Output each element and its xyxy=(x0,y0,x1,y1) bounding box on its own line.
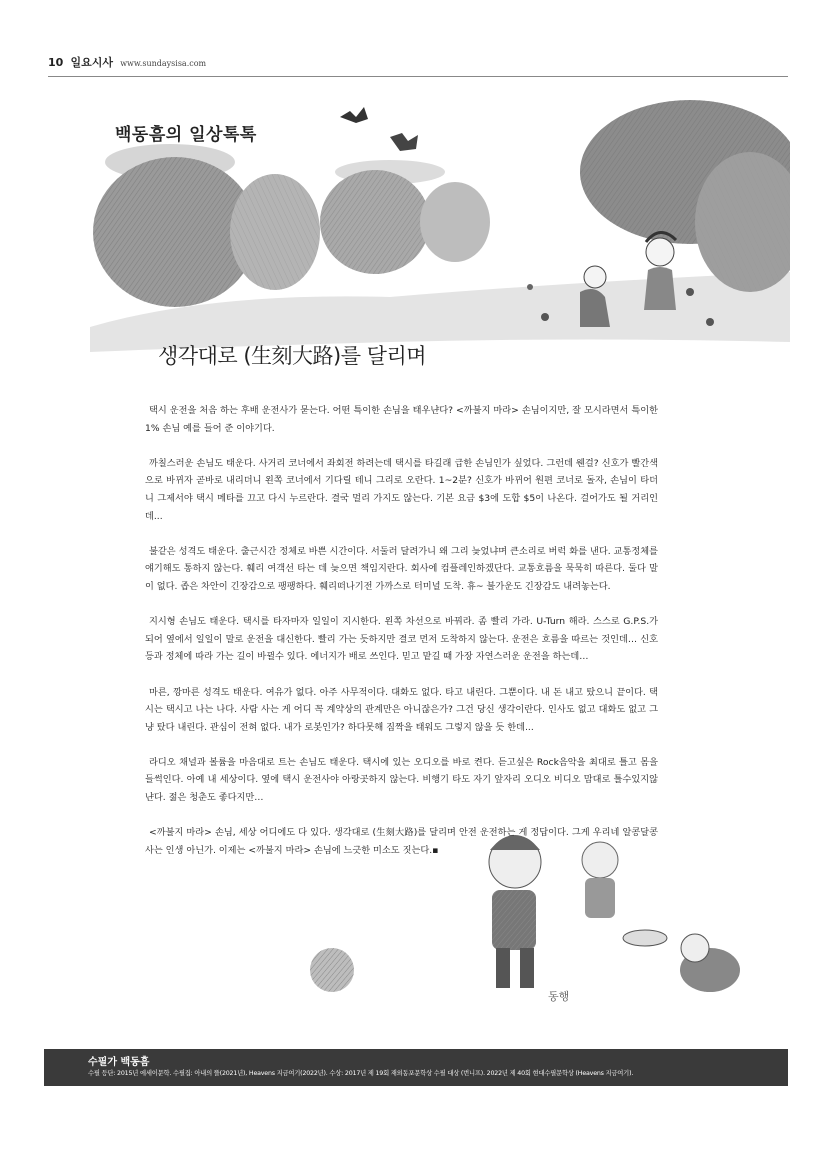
page-number: 10 xyxy=(48,56,64,69)
paragraph-2: 까칠스러운 손님도 태운다. 사거리 코너에서 좌회전 하려는데 택시를 타길래 급한 손님인가 싶었다. 그런데 웬걸? 신호가 빨간색으로 바뀌자 곧바로 내리더니 왼쪽 코너에서 기다릴 테니 그리로 오란다. 1~2분? 신호가 바뀌어 원편 코너로 돌자, 손님이 타더니 그제서야 택시 메타를 끄고 다시 누르란다. 결국 멀리 가지도 않는다. 기본 요금 $3에 도합 $5이 나온다. 걸어가도 될 거리인데... xyxy=(145,457,658,522)
author-box xyxy=(44,1049,788,1086)
author-name: 수필가 백동흠 xyxy=(88,1057,150,1068)
paragraph-3: 불같은 성격도 태운다. 출근시간 정체로 바쁜 시간이다. 서둘러 달려가니 왜 그리 늦었냐며 큰소리로 버럭 화를 낸다. 교통정체를 얘기해도 통하지 않는다. 훼리 여객선 타는 데 늦으면 책임지란다. 회사에 컴플레인하겠단다. 교통흐름을 묵묵히 따른다. 둘다 말이 없다. 좁은 차안이 긴장감으로 팽팽하다. 훼리떠나기전 가까스로 터미널 도착. 휴~ 불가운도 긴장감도 내려놓는다. xyxy=(145,545,658,592)
page-header xyxy=(48,54,788,77)
article-body xyxy=(145,402,658,859)
paragraph-5: 마른, 깡마른 성격도 태운다. 여유가 없다. 아주 사무적이다. 대화도 없다. 타고 내린다. 그뿐이다. 내 돈 내고 탔으니 끝이다. 택시는 택시고 나는 나다. 사람 사는 게 어디 꼭 계약상의 관계만은 아니잖은가? 그건 당신 생각이란다. 인사도 없고 대화도 없고 그냥 탔다 내린다. 관심이 전혀 없다. 내가 로봇인가? 하다못해 짐짝을 태워도 그렇지 않을 듯 한데... xyxy=(145,686,658,733)
author-bio: 수필 등단: 2015년 에세이문학. 수필집: 아내의 뜰(2021년), Heavens 지금여기(2022년). 수상: 2017년 제 19회 재외동포문학상 수필 대상 (번니프). 2022년 제 40회 현대수필문학상 (Heavens 지금여기). xyxy=(88,1070,634,1077)
paragraph-1: 택시 운전을 처음 하는 후배 운전사가 묻는다. 어떤 특이한 손님을 태우냔다? <까불지 마라> 손님이지만, 잘 모시라면서 특이한 1% 손님 예를 들어 준 이야기다. xyxy=(145,405,658,434)
article-title: 생각대로 (生刻大路)를 달리며 xyxy=(158,344,427,368)
paragraph-7: <까불지 마라> 손님, 세상 어디에도 다 있다. 생각대로 (生刻大路)를 달리며 안전 운전하는 게 정답이다. 그게 우리네 알콩달콩 사는 인생 아닌가. 이제는 <까불지 마라> 손님에 느긋한 미소도 짓는다.▪ xyxy=(145,827,658,856)
paragraph-6: 라디오 채널과 볼륨을 마음대로 트는 손님도 태운다. 택시에 있는 오디오를 바로 켠다. 듣고싶은 Rock음악을 최대로 틀고 몸을 들썩인다. 아예 내 세상이다. 옆에 택시 운전사야 아랑곳하지 않는다. 비행기 타도 자기 앞자리 오디오 비디오 맘대로 틀수있지않냔다. 젊은 청춘도 좋다지만… xyxy=(145,756,658,804)
paragraph-4: 지시형 손님도 태운다. 택시를 타자마자 일일이 지시한다. 왼쪽 차선으로 바꿔라. 좀 빨리 가라. U-Turn 해라. 스스로 G.P.S.가 되어 옆에서 일일이 말로 운전을 대신한다. 빨리 가는 듯하지만 결코 먼저 도착하지 않는다. 운전은 흐름을 따르는 것인데… 신호등과 정체에 따라 가는 길이 바뀔수 있다. 에너지가 배로 쓰인다. 믿고 맡길 때 가장 자연스러운 운전을 하는데… xyxy=(145,616,658,663)
illustrator-signature: 동행 xyxy=(548,990,570,1003)
column-title: 백동흠의 일상톡톡 xyxy=(115,125,257,145)
magazine-name: 일요시사 xyxy=(70,56,114,69)
magazine-url: www.sundaysisa.com xyxy=(120,59,207,68)
